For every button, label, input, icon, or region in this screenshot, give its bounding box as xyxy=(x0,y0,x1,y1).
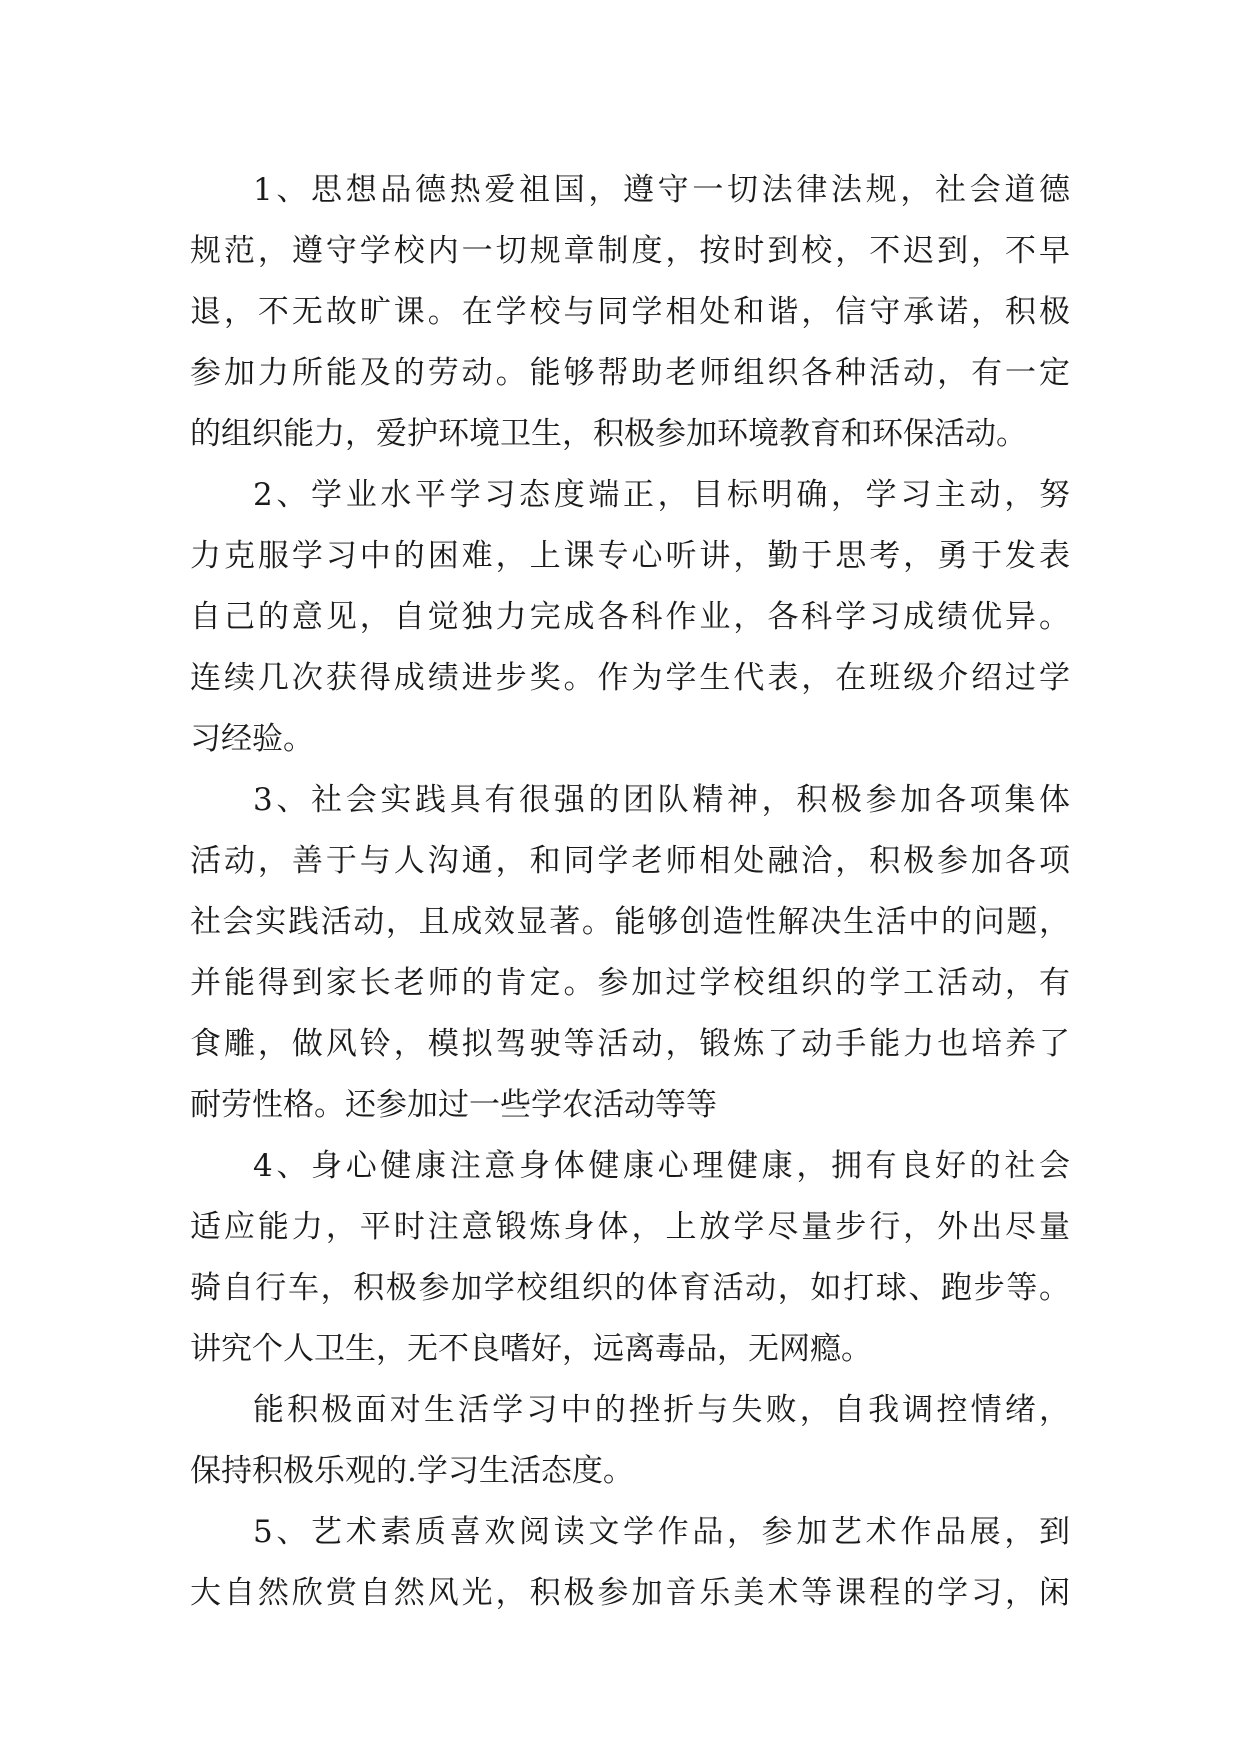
text-line: 规范，遵守学校内一切规章制度，按时到校，不迟到，不早 xyxy=(190,233,1070,269)
text-line: 自己的意见，自觉独力完成各科作业，各科学习成绩优异。 xyxy=(190,599,1070,635)
paragraph-moral-character xyxy=(190,160,1070,465)
text-line: 的组织能力，爱护环境卫生，积极参加环境教育和环保活动。 xyxy=(190,416,1027,452)
text-line: 大自然欣赏自然风光，积极参加音乐美术等课程的学习，闲 xyxy=(190,1575,1070,1611)
text-line: 保持积极乐观的.学习生活态度。 xyxy=(190,1453,634,1489)
text-line: 3、社会实践具有很强的团队精神，积极参加各项集体 xyxy=(253,782,1070,818)
text-line: 讲究个人卫生，无不良嗜好，远离毒品，无网瘾。 xyxy=(190,1331,872,1367)
paragraph-artistic-quality xyxy=(190,1502,1070,1624)
text-line: 并能得到家长老师的肯定。参加过学校组织的学工活动，有 xyxy=(190,965,1070,1001)
text-line: 骑自行车，积极参加学校组织的体育活动，如打球、跑步等。 xyxy=(190,1270,1070,1306)
text-line: 2、学业水平学习态度端正，目标明确，学习主动，努 xyxy=(253,477,1070,513)
text-line: 1、思想品德热爱祖国，遵守一切法律法规，社会道德 xyxy=(253,172,1070,208)
text-line: 5、艺术素质喜欢阅读文学作品，参加艺术作品展，到 xyxy=(253,1514,1070,1550)
text-line: 连续几次获得成绩进步奖。作为学生代表，在班级介绍过学 xyxy=(190,660,1070,696)
text-line: 力克服学习中的困难，上课专心听讲，勤于思考，勇于发表 xyxy=(190,538,1070,574)
text-line: 4、身心健康注意身体健康心理健康，拥有良好的社会 xyxy=(253,1148,1070,1184)
paragraph-academic-level xyxy=(190,465,1070,770)
paragraph-emotional-control xyxy=(190,1380,1070,1502)
text-line: 参加力所能及的劳动。能够帮助老师组织各种活动，有一定 xyxy=(190,355,1070,391)
paragraph-social-practice xyxy=(190,770,1070,1136)
text-line: 耐劳性格。还参加过一些学农活动等等 xyxy=(190,1087,717,1123)
text-line: 习经验。 xyxy=(190,721,314,757)
text-line: 食雕，做风铃，模拟驾驶等活动，锻炼了动手能力也培养了 xyxy=(190,1026,1070,1062)
text-line: 社会实践活动，且成效显著。能够创造性解决生活中的问题， xyxy=(190,904,1070,940)
document-body xyxy=(190,160,1070,1624)
text-line: 适应能力，平时注意锻炼身体，上放学尽量步行，外出尽量 xyxy=(190,1209,1070,1245)
paragraph-physical-mental-health xyxy=(190,1136,1070,1380)
text-line: 活动，善于与人沟通，和同学老师相处融洽，积极参加各项 xyxy=(190,843,1070,879)
text-line: 退，不无故旷课。在学校与同学相处和谐，信守承诺，积极 xyxy=(190,294,1070,330)
text-line: 能积极面对生活学习中的挫折与失败，自我调控情绪， xyxy=(253,1392,1070,1428)
